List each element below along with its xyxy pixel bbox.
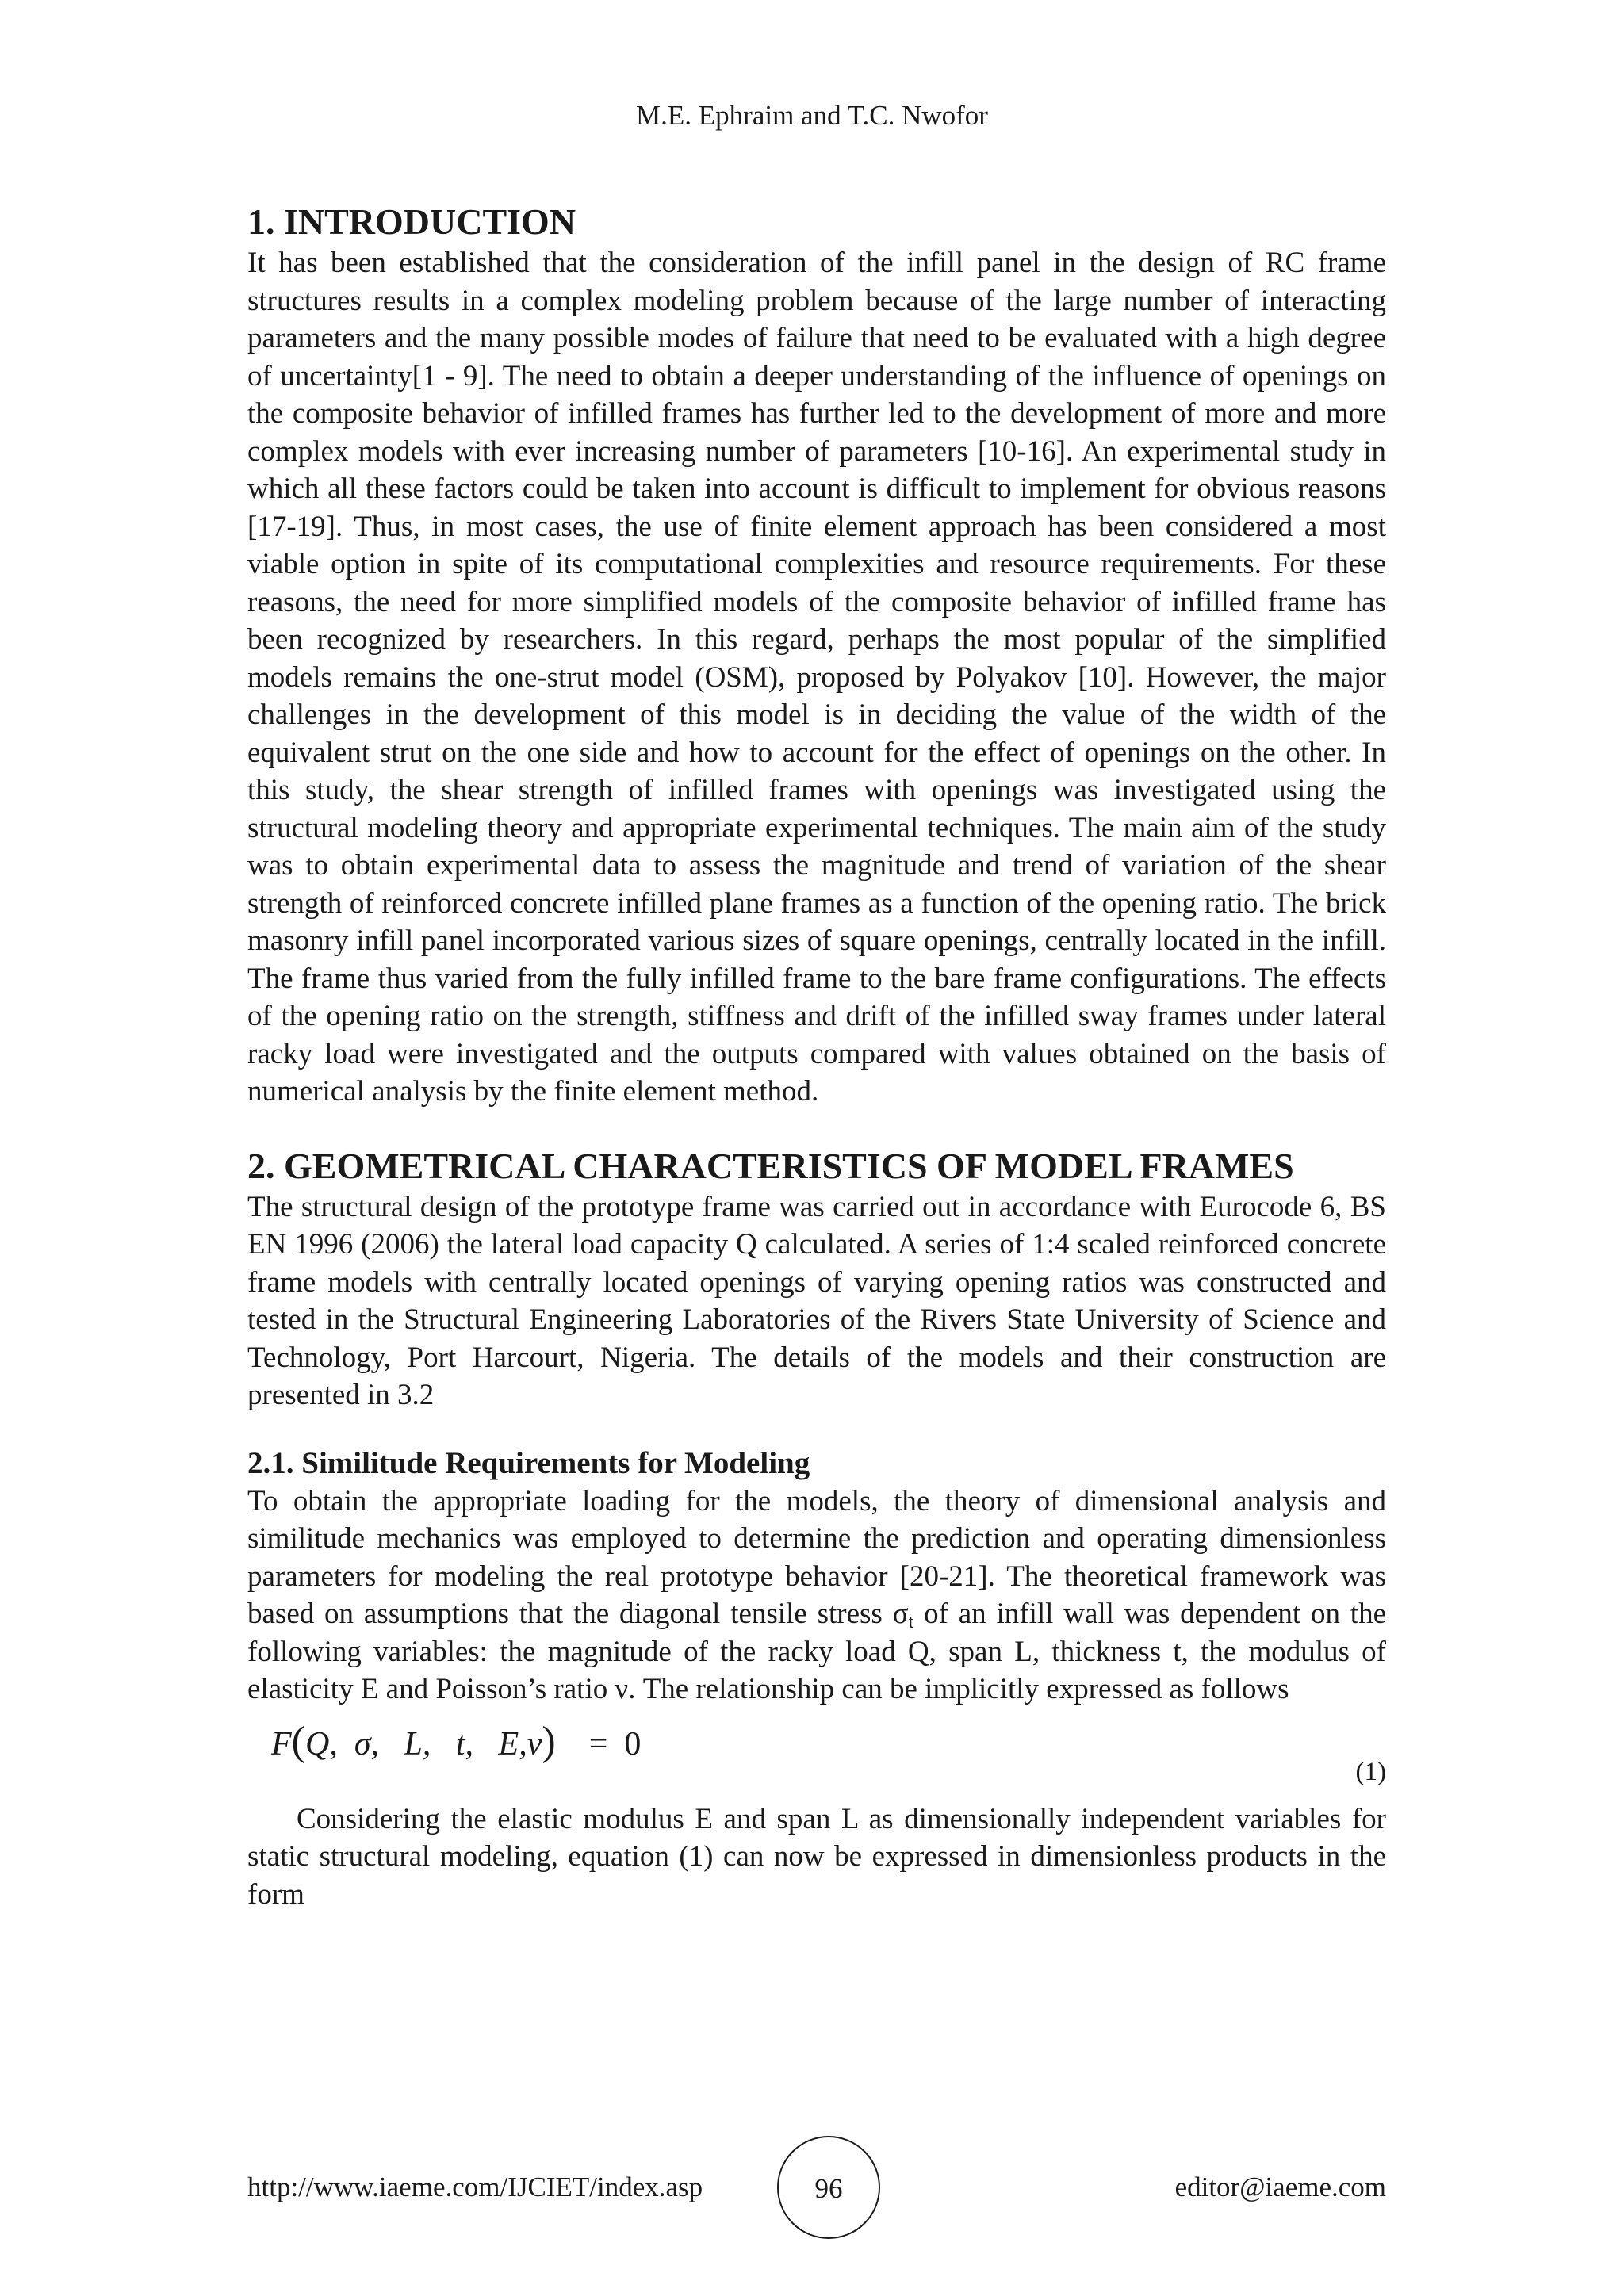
page-number-circle [777, 2136, 880, 2239]
page-number: 96 [814, 2173, 843, 2204]
page-footer [247, 2136, 1386, 2239]
similitude-text-part1: To obtain the appropriate loading for the models, the theory of dimensional analysis and similitude mechanics was employed to determine the prediction and operating dimensionless parameters for modeling the real prototype behavior [20-21]. The theoretical framework was based on assumptions that the diagonal tensile stress [247, 1484, 1386, 1630]
introduction-paragraph: It has been established that the consideration of the infill panel in the design of RC frame structures results in a complex modeling problem because of the large number of interacting parameters and the many possible modes of failure that need to be evaluated with a high degree of uncertainty[1 - 9]. The need to obtain a deeper understanding of the influence of openings on the composite behavior of infilled frames has further led to the development of more and more complex models with ever increasing number of parameters [10-16]. An experimental study in which all these factors could be taken into account is difficult to implement for obvious reasons [17-19]. Thus, in most cases, the use of finite element approach has been considered a most viable option in spite of its computational complexities and resource requirements. For these reasons, the need for more simplified models of the composite behavior of infilled frame has been recognized by researchers. In this regard, perhaps the most popular of the simplified models remains the one-strut model (OSM), proposed by Polyakov [10]. However, the major challenges in the development of this model is in deciding the value of the width of the equivalent strut on the one side and how to account for the effect of openings on the other. In this study, the shear strength of infilled frames with openings was investigated using the structural modeling theory and appropriate experimental techniques. The main aim of the study was to obtain experimental data to assess the magnitude and trend of variation of the shear strength of reinforced concrete infilled plane frames as a function of the opening ratio. The brick masonry infill panel incorporated various sizes of square openings, centrally located in the infill. The frame thus varied from the fully infilled frame to the bare frame configurations. The effects of the opening ratio on the strength, stiffness and drift of the infilled sway frames under lateral racky load were investigated and the outputs compared with values obtained on the basis of numerical analysis by the finite element method. [247, 247, 1386, 1108]
editor-email-link[interactable]: editor@iaeme.com [1174, 2172, 1386, 2202]
equation-close-paren: ) [542, 1718, 556, 1764]
section-heading-geometrical-characteristics: 2. GEOMETRICAL CHARACTERISTICS OF MODEL FRAMES [247, 1145, 1294, 1186]
equation-rhs: = 0 [588, 1725, 642, 1762]
sigma-subscript: t [908, 1612, 914, 1632]
running-head: M.E. Ephraim and T.C. Nwofor [636, 100, 988, 131]
equation-number: (1) [1355, 1757, 1386, 1786]
subsection-heading-similitude: 2.1. Similitude Requirements for Modeling [247, 1445, 810, 1480]
equation-followup-paragraph: Considering the elastic modulus E and span L as dimensionally independent variables for static structural modeling, equation (1) can now be expressed in dimensionless products in the form [247, 1802, 1386, 1911]
sigma-symbol: σ [892, 1598, 909, 1630]
equation-open-paren: ( [291, 1718, 305, 1764]
equation-1 [247, 1715, 1386, 1800]
equation-expression [271, 1718, 642, 1765]
article-body [247, 200, 1386, 1913]
similitude-paragraph [247, 1483, 1386, 1709]
equation-function: F [271, 1725, 292, 1762]
similitude-text-part2: of an infill wall was dependent on the following variables: the magnitude of the racky load Q, span L, thickness t, the modulus of elasticity E and Poisson’s ratio ν. The relationship can be implicitly expressed as follows [247, 1598, 1386, 1705]
geometrical-characteristics-paragraph: The structural design of the prototype frame was carried out in accordance with Eurocode 6, BS EN 1996 (2006) the lateral load capacity Q calculated. A series of 1:4 scaled reinforced concrete frame models with centrally located openings of varying opening ratios was constructed and tested in the Structural Engineering Laboratories of the Rivers State University of Science and Technology, Port Harcourt, Nigeria. The details of the models and their construction are presented in 3.2 [247, 1190, 1386, 1411]
journal-url-link[interactable]: http://www.iaeme.com/IJCIET/index.asp [247, 2172, 703, 2202]
section-heading-introduction: 1. INTRODUCTION [247, 201, 576, 242]
equation-arguments: Q, σ, L, t, E,ν [304, 1725, 542, 1762]
